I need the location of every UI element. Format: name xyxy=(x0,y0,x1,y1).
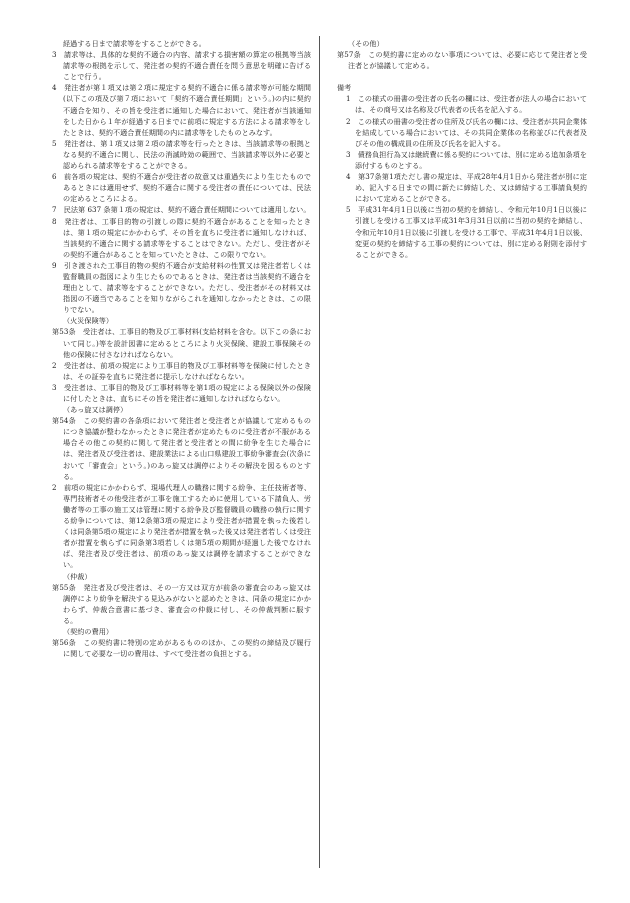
article-53-clause-2: 2 受注者は、前項の規定により工事目的物及び工事材料等を保険に付したときは、その証券を直ちに発注者に提示しなければならない。 xyxy=(52,360,311,381)
note-3: 3 債務負担行為又は継続費に係る契約については、別に定める追加条項を添付するものとする。 xyxy=(346,149,587,170)
article-53: 第53条 受注者は、工事目的物及び工事材料(支給材料を含む。以下この条において同じ。)等を設計図書に定めるところにより火災保険、建設工事保険その他の保険に付さなければならない。 xyxy=(52,327,311,359)
note-2: 2 この様式の冊書の受注者の住所及び氏名の欄には、受注者が共同企業体を結成している場合においては、その共同企業体の名称並びに代表者及びその他の構成員の住所及び氏名を記入する。 xyxy=(346,116,587,148)
clause-4: 4 発注者が第１項又は第２項に規定する契約不適合に係る請求等が可能な期間(以下この項及び第７項において「契約不適合責任期間」という。)の内に契約不適合を知り、その旨を受注者に通知した場合において、発注者が当該通知をした日から１年が経過する日までに前項に規定する方法による請求等をしたときは、契約不適合責任期間の内に請求等をしたものとみなす。 xyxy=(52,83,311,137)
clause-6: 6 前各項の規定は、契約不適合が受注者の故意又は重過失により生じたものであるときには適用せず、契約不適合に関する受注者の責任については、民法の定めるところによる。 xyxy=(52,172,311,204)
heading-arbitration: （仲裁） xyxy=(63,571,92,581)
clause-5: 5 発注者は、第１項又は第２項の請求等を行ったときは、当該請求等の根拠となる契約不適合に関し、民法の消滅時効の範囲で、当該請求等以外に必要と認められる請求等をすることができる。 xyxy=(52,138,311,171)
clause-8: 8 発注者は、工事目的物の引渡しの際に契約不適合があることを知ったときは、第１項の規定にかかわらず、その旨を直ちに受注者に通知しなければ、当該契約不適合に関する請求等をすることはできない。ただし、受注者がその契約不適合があることを知っていたときは、この限りでない。 xyxy=(52,216,311,259)
left-column xyxy=(52,38,311,659)
clause-7: 7 民法第 637 条第１項の規定は、契約不適合責任期間については適用しない。 xyxy=(52,205,311,215)
article-54-clause-2: 2 前項の規定にかかわらず、現場代理人の職務に関する紛争、主任技術者等、専門技術者その他受注者が工事を施工するために使用している下請負人、労働者等の工事の施工又は管理に関する紛争及び監督職員の職務の執行に関する紛争については、第12条第3項の規定により受注者が措置を執った後若しくは同条第5項の規定により発注者が措置を執った後又は発注者若しくは受注者が措置を執らずに同条第3項若しくは第5項の期間が経過した後でなければ、発注者及び受注者は、前項のあっ旋又は調停を請求することができない。 xyxy=(52,482,311,570)
heading-contract-costs: （契約の費用） xyxy=(63,626,114,636)
notes-title: 備考 xyxy=(337,83,352,93)
clause-9: 9 引き渡された工事目的物の契約不適合が支給材料の性質又は発注者若しくは監督職員の指図により生じたものであるときは、発注者は当該契約不適合を理由として、請求等をすることができない。ただし、受注者がその材料又は指図の不適当であることを知りながらこれを通知しなかったときは、この限りでない。 xyxy=(52,260,311,315)
clause-3: 3 請求等は、具体的な契約不適合の内容、請求する損害額の算定の根拠等当該請求等の根拠を示して、発注者の契約不適合責任を問う意思を明確に告げることで行う。 xyxy=(52,50,311,82)
heading-mediation: （あっ旋又は調停） xyxy=(63,405,128,415)
note-4: 4 第37条第1項ただし書の規定は、平成28年4月1日から発注者が別に定め、記入する日までの間に新たに締結した、又は締結する工事請負契約において定めることができる。 xyxy=(346,172,587,204)
article-56: 第56条 この契約書に特別の定めがあるもののほか、この契約の締結及び履行に関して必要な一切の費用は、すべて受注者の負担とする。 xyxy=(52,638,311,659)
article-54: 第54条 この契約書の各条項において発注者と受注者とが協議して定めるものにつき協議が整わなかったときに発注者が定めたものに受注者が不服がある場合その他この契約に関して発注者と受注者との間に紛争を生じた場合には、発注者及び受注者は、建設業法による山口県建設工事紛争審査会(次条において「審査会」という。)のあっ旋又は調停によりその解決を図るものとする。 xyxy=(52,416,311,481)
heading-other: （その他） xyxy=(348,39,384,48)
article-53-clause-3: 3 受注者は、工事目的物及び工事材料等を第1項の規定による保険以外の保険に付したときは、直ちにその旨を発注者に通知しなければならない。 xyxy=(52,382,311,403)
note-5: 5 平成31年4月1日以後に当初の契約を締結し、令和元年10月1日以後に引渡しを受ける工事又は平成31年3月31日以前に当初の契約を締結し、令和元年10月1日以後に引渡しを受ける工事で、平成31年4月1日以後、変更の契約を締結する工事の契約については、別に定める附則を添付することができる。 xyxy=(346,205,587,259)
heading-fire-insurance: （火災保険等） xyxy=(63,316,114,326)
right-column xyxy=(337,38,587,260)
note-1: 1 この様式の冊書の受注者の氏名の欄には、受注者が法人の場合においては、その商号又は名称及び代表者の氏名を記入する。 xyxy=(346,94,587,115)
continued-clause: 経過する日まで請求等をすることができる。 xyxy=(63,39,206,48)
spacer xyxy=(337,71,587,82)
article-55: 第55条 発注者及び受注者は、その一方又は双方が前条の審査会のあっ旋又は調停により紛争を解決する見込みがないと認めたときは、同条の規定にかかわらず、仲裁合意書に基づき、審査会の仲裁に付し、その仲裁判断に服する。 xyxy=(52,582,311,625)
column-divider xyxy=(319,36,320,868)
article-57: 第57条 この契約書に定めのない事項については、必要に応じて発注者と受注者とが協議して定める。 xyxy=(337,50,587,71)
